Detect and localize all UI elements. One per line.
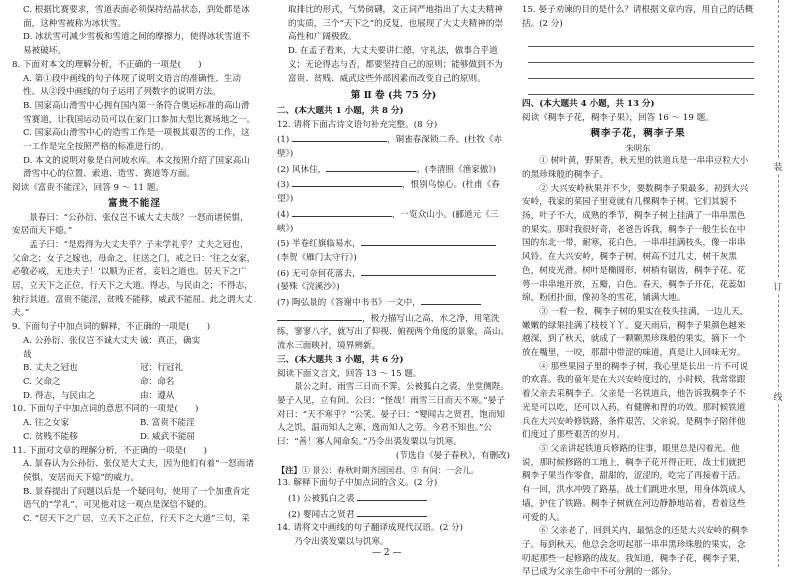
- binding-mark-1: 装: [770, 160, 786, 173]
- q7-option-c: C. 根据比赛要求，雪道表面必须保持结晶状态，到处都是冰面，这种雪被称为冰状雪。: [23, 5, 250, 29]
- passage-para-2: 孟子曰：“是焉得为大丈夫乎？子未学礼乎？丈夫之冠也，父命之；女子之嫁也，母命之，往送之门，戒之曰：‘往之女家，必敬必戒，无违夫子！’以顺为正者，妾妇之道也。居天下之广居，立天下之正位，行天下之大道。得志，与民由之；不得志，独行其道。富贵不能淫，贫贱不能移，威武不能屈。此之谓大丈夫。”: [12, 239, 256, 319]
- q8-stem: 8. 下面对本文的理解分析，不正确的一项是( ): [12, 59, 202, 70]
- blank-line[interactable]: [277, 311, 362, 321]
- answer-line[interactable]: [528, 31, 754, 47]
- q9-option-d: D. 得志，与民由之: [23, 390, 96, 401]
- essay-para-5: ⑤ 父亲讲起铁道兵修路的往事，眼里总是闪着光。他说，那时候修路的工地上，稠李子花开得正旺，战士们就把稠李子果当作零食，甜甜的，涩涩的，吃完了再接着干活。有一回，洪水冲毁了路基，战士们跳进水里，用身体筑成人墙，护住了铁路。稠李子树就在河边静静地站着，看着这些可爱的人。: [522, 443, 746, 523]
- q8-option-d: D. 本文的说明对象是白河坡水库。本文按照介绍了国家高山滑雪中心的位置、索道、造雪、赛道等方面。: [23, 155, 250, 180]
- q9-option-a: A. 公孙衍、张仪岂不诚大丈夫哉: [23, 335, 138, 360]
- q8-option-c: C. 国家高山滑雪中心的造雪工作是一项极其艰苦的工作，这一工作是完全按照严格的标准进行的。: [23, 128, 250, 153]
- essay-para-2: ② 大兴安岭秋果并不少，要数稠李子果最多。初到大兴安岭，我家的菜园子里竟就有几棵稠李子树。它们其貌不扬，叶子不大，成熟的季节，稠李子树上挂满了一串串黑色的果实。那时我很好奇，老爸告诉我，稠李子一般生长在中国的东北一带，耐寒，花白色，一串串挂满枝头，像一串串风铃。在大兴安岭，稠李子树，树高不过几丈，树干灰黑色，树皮光滑。树叶是椭圆形，树梢有锯齿，稠李子花、花萼一串串地开放，五瓣，白色。春天，稠李子开花，花蕊如绵，粉团扑面，像初冬的雪花，铺满大地。: [522, 183, 749, 304]
- q14-stem: 14. 请将文中画线的句子翻译成现代汉语。(2 分): [277, 523, 463, 534]
- q10-options: [12, 417, 257, 444]
- blank-line[interactable]: [292, 177, 402, 187]
- q9-options: [12, 335, 257, 404]
- blank-line[interactable]: [357, 491, 427, 501]
- answer-line[interactable]: [528, 47, 754, 63]
- q11-stem: 11. 下面对文章的理解分析，不正确的一项是( ): [12, 445, 207, 456]
- q10-option-b: B. 富贵不能淫: [140, 418, 195, 429]
- q15-stem: 15. 晏子劝谏的目的是什么？请根据文章内容，用自己的话概括。(2 分): [522, 5, 754, 29]
- section-2-heading: 二、(本大题共 1 小题，共 8 分): [277, 105, 404, 116]
- classical-passage: 景公之时，雨雪三日而不霁。公被狐白之裘，坐堂侧陛。晏子入见，立有间。公曰：“怪哉！雨雪三日而天不寒。”晏子对曰：“天不寒乎？”公笑。晏子曰：“婴闻古之贤君，饱而知人之饥，温而知人之寒，逸而知人之劳。今君不知也。”公曰：“善！寡人闻命矣。”乃令出裘发粟以与饥寒。: [277, 382, 510, 448]
- q12-item-1: (1) ，铜雀春深锁二乔。(杜牧《赤壁》): [277, 132, 510, 161]
- blank-line[interactable]: [361, 266, 496, 276]
- q12-item-4: (4) ，一览众山小。(郦道元《三峡》): [277, 207, 510, 236]
- q13-item-1: (1) 公被狐白之裘: [277, 491, 510, 507]
- q9-option-d-gloss: 由：遵从: [140, 390, 175, 401]
- answer-line[interactable]: [528, 79, 754, 95]
- blank-line[interactable]: [361, 236, 496, 246]
- blank-line[interactable]: [421, 295, 481, 305]
- q9-option-b-gloss: 冠：行冠礼: [140, 363, 183, 374]
- q12-item-3: (3) ，恨别鸟惊心。(杜甫《春望》): [277, 177, 510, 206]
- q12-item-2: (2) 风休住， 。(李清照《渔家傲》): [277, 162, 510, 178]
- section-3-heading: 三、(本大题共 3 小题，共 6 分): [277, 354, 404, 365]
- essay-para-3: ③ 一粒一粒，稠李子树的果实在枝头挂满，一边儿天，嫩嫩的绿果挂满了枝枝丫丫。夏天雨后，稠李子果颜色越来越深，到了秋天，就成了一颗颗黑珍珠般的果实，摘下一个放在嘴里，一咬，那甜中带涩的味道，真是让人回味无穷。: [522, 306, 749, 359]
- reading-intro-13-15: 阅读下面文言文，回答 13 ～ 15 题。: [277, 368, 422, 379]
- q13-stem: 13. 解释下面句子中加点词的含义。(2 分): [277, 478, 438, 489]
- q9-option-b: B. 丈夫之冠也: [23, 363, 78, 374]
- q9-option-c: C. 父命之: [23, 376, 61, 387]
- q9-option-c-gloss: 命：命名: [140, 376, 175, 387]
- blank-line[interactable]: [292, 207, 392, 217]
- reading-intro-16-19: 阅读《稠李子花，稠李子果》，回答 16 ～ 19 题。: [522, 113, 714, 124]
- q11-option-c: C. “居天下之广居，立天下之正位，行天下之大道”三句，采: [23, 514, 250, 525]
- q14-sentence: 乃令出裘发粟以与饥寒。: [294, 537, 389, 548]
- q10-option-c: C. 贫贱不能移: [23, 431, 78, 442]
- q12-item-7-cont: ，极力描写山之高，水之净，用笔洗练，寥寥八字，就写出了仰视、俯视两个角度的景象，高山、流水三面映衬，境界辨新。: [277, 311, 510, 354]
- q12-item-6: (6) 无可奈何花落去，: [277, 266, 510, 282]
- q12-item-6-source: (晏殊《浣溪沙》): [277, 282, 340, 293]
- binding-margin: [764, 0, 800, 567]
- blank-line[interactable]: [357, 507, 427, 517]
- q11-option-c-continued: 取排比的形式，气势磅礴，文正词严地指出了大丈夫精神的实质，三个“天下之”的反复，也展现了大丈夫精神的崇高性和广阔极致。: [288, 5, 504, 43]
- q7-option-d: D. 冰状雪可减少雪板和雪道之间的摩擦力，使得冰状雪道不易被破坏。: [23, 32, 250, 57]
- q8-option-b: B. 国家高山滑雪中心拥有国内第一条符合奥运标准的高山滑雪赛道，让我国运动员可以在家门口参加大型比赛场地之一。: [23, 100, 256, 125]
- q13-item-2: (2) 婴闻古之贤君: [277, 507, 510, 523]
- binding-mark-3: 线: [770, 390, 786, 403]
- answer-line[interactable]: [528, 63, 754, 79]
- column-middle: [277, 4, 510, 550]
- blank-line[interactable]: [326, 162, 416, 172]
- part-2-heading: 第 Ⅱ 卷 (共 75 分): [350, 90, 437, 102]
- essay-para-6: ⑥ 父亲老了，回到关内，最惦念的还是大兴安岭的稠李子。每到秋天，他总会念叨起那一串串黑珍珠般的果实，念叨起那些一起修路的战友。我知道，稠李子花，稠李子果，早已成为父亲生命中不可分割的一部分。: [522, 526, 749, 578]
- essay-para-1: ① 树叶黄，野果香，秋天里的铁道兵是一串串豆粒大小的黑珍珠般的稠李子。: [522, 156, 749, 180]
- column-left: [12, 4, 257, 527]
- q10-option-d: D. 威武不能屈: [140, 431, 196, 442]
- essay-author: 朱明东: [625, 142, 651, 153]
- q12-item-5: (5) 半卷红旗临易水，: [277, 236, 510, 252]
- section-4-heading: 四、(本大题共 4 小题，共 13 分): [522, 99, 655, 110]
- page-number: — 2 —: [372, 548, 402, 558]
- q11-option-a: A. 景春认为公孙衍、张仪是大丈夫，因为他们有着“一怒而诸侯惧，安居而天下熄”的威力。: [23, 459, 254, 483]
- q12-stem: 12. 请将下面古诗文语句补充完整。(8 分): [277, 119, 438, 130]
- passage-para-1: 景春曰：“公孙衍、张仪岂不诚大丈夫哉？一怒而诸侯惧，安居而天下熄。”: [12, 212, 249, 237]
- q8-option-a: A. 第①段中画线的句子体现了说明文语言的准确性、生动性。从②段中画线的句子运用了列数字的说明方法。: [23, 73, 241, 98]
- q10-option-a: A. 往之女家: [23, 418, 70, 429]
- passage-notes: 【注】① 景公：春秋时期齐国国君。② 有间：一会儿。: [277, 464, 479, 475]
- q10-stem: 10. 下面句子中加点词的意思不同的一项是( ): [12, 404, 199, 415]
- q11-option-b: B. 景春提出了问题以后是一个疑问句，使用了一个加重肯定语气的“学礼”，可见他对这一观点是深信不疑的。: [23, 486, 250, 511]
- q12-item-7: (7) 陶弘景的《答谢中书书》一文中，: [277, 295, 510, 311]
- q9-stem: 9. 下面句子中加点词的解释，不正确的一项是( ): [12, 322, 211, 333]
- q9-option-a-gloss: 诚：真正，确实: [140, 335, 201, 346]
- essay-para-4: ④ 那些果园子里的稠李子树，我心里是长出一片不可说的欢喜。我的童年是在大兴安岭度过的，小时候，我常常跟着父亲去采稠李子。父亲是一名铁道兵，他告诉我稠李子不光是可以吃，还可以入药，有健脾和胃的功效。那时候铁道兵在大兴安岭修铁路，条件艰苦，父亲说，是稠李子陪伴他们度过了那些艰苦的岁月。: [522, 361, 749, 441]
- passage-title: 富贵不能淫: [108, 197, 161, 209]
- reading-intro-9-11: 阅读《富贵不能淫》，回答 9 ～ 11 题。: [12, 183, 164, 194]
- column-right: [522, 4, 754, 580]
- essay-title: 稠李子花，稠李子果: [590, 127, 686, 139]
- q12-item-5-source: (李贺《雁门太守行》): [277, 252, 357, 263]
- binding-mark-2: 订: [770, 280, 786, 293]
- passage-source: (节选自《晏子春秋》，有删改): [395, 450, 510, 461]
- blank-line[interactable]: [292, 132, 387, 142]
- q11-option-d: D. 在孟子看来，大丈夫要讲仁德，守礼法，做事合乎道义；无论得志与否，都要坚持自己的原则；能够做到不为富贵、贫贱、威武这些外部因素而改变自己的原则。: [288, 46, 503, 84]
